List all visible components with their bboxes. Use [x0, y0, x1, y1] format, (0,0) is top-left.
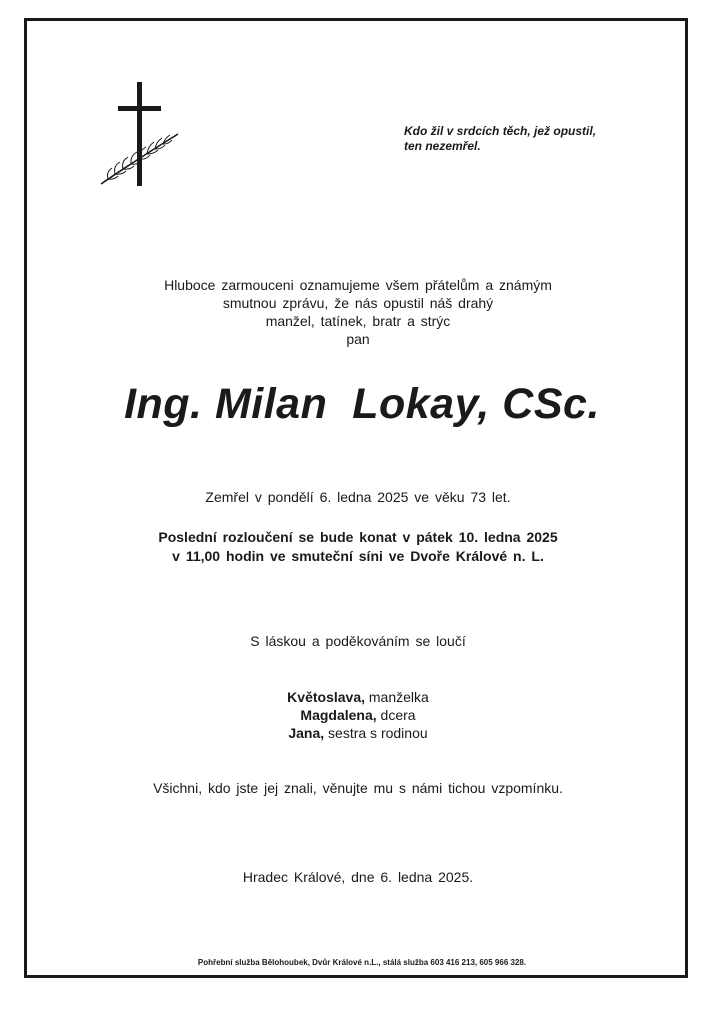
announcement-line: smutnou zprávu, že nás opustil náš drahý: [222, 295, 494, 311]
mourner-name: Magdalena,: [300, 707, 377, 723]
funeral-line: Poslední rozloučení se bude konat v pátek 10. ledna 2025: [158, 529, 558, 545]
mourner-relation: sestra s rodinou: [328, 725, 428, 741]
motto: [404, 124, 596, 154]
mourner: [100, 724, 616, 742]
funeral-info: [80, 528, 636, 566]
remembrance-plea: Všichni, kdo jste jej znali, věnujte mu s námi tichou vzpomínku.: [153, 780, 563, 796]
mourner-relation: manželka: [368, 689, 429, 705]
announcement-line: manžel, tatínek, bratr a strýc: [265, 313, 451, 329]
mourner-name: Jana,: [288, 725, 325, 741]
funeral-service-footer: Pohřební služba Bělohoubek, Dvůr Králové n.L., stálá služba 603 416 213, 605 966 328.: [197, 958, 527, 967]
death-notice: Zemřel v pondělí 6. ledna 2025 ve věku 73 let.: [205, 489, 511, 505]
motto-line: Kdo žil v srdcích těch, jež opustil,: [404, 124, 597, 138]
mourner: [100, 688, 616, 706]
announcement: [100, 276, 616, 348]
farewell-text: S láskou a poděkováním se loučí: [250, 633, 466, 649]
funeral-line: v 11,00 hodin ve smuteční síni ve Dvoře Králové n. L.: [172, 548, 544, 564]
place-date: Hradec Králové, dne 6. ledna 2025.: [242, 869, 474, 885]
announcement-line: pan: [346, 331, 370, 347]
motto-line: ten nezemřel.: [404, 139, 481, 153]
announcement-line: Hluboce zarmouceni oznamujeme všem přátelům a známým: [164, 277, 552, 293]
mourner-name: Květoslava,: [287, 689, 365, 705]
mourner-relation: dcera: [380, 707, 416, 723]
cross-with-palm-branch-icon: [98, 82, 182, 190]
mourners-list: [100, 688, 616, 742]
deceased-name: Ing. Milan Lokay, CSc.: [124, 380, 600, 428]
mourner: [100, 706, 616, 724]
